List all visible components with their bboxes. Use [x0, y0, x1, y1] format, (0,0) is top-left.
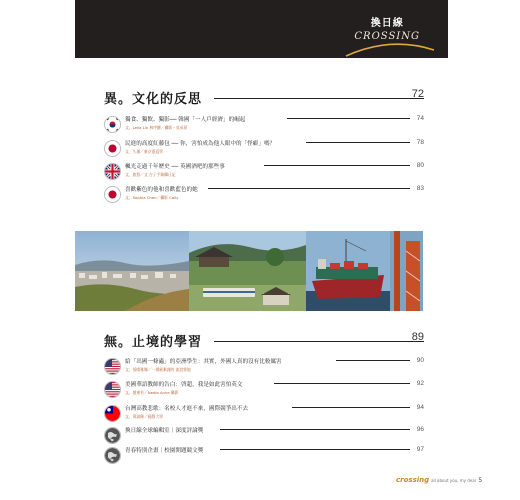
- toc-entry[interactable]: [104, 185, 424, 207]
- footer-page-number: 5: [478, 477, 483, 484]
- entry-title: 換日線全球編輯室｜深度評論獎: [125, 428, 204, 434]
- toc-entry[interactable]: [104, 446, 424, 468]
- entry-leader-rule: [306, 142, 410, 143]
- section-rule: [214, 341, 424, 342]
- usa-flag-icon: [104, 381, 121, 398]
- toc-entry[interactable]: [104, 139, 424, 161]
- toc-entry[interactable]: [104, 380, 424, 402]
- rural-japan-photo: [189, 231, 306, 311]
- japan-flag-icon: [104, 186, 121, 203]
- entry-byline: 文、黃嵩稀／國際大學: [125, 414, 163, 419]
- entry-leader-rule: [292, 407, 410, 408]
- brand-arc-icon: [340, 32, 440, 62]
- entry-title: 民進的高度紅藤包 ── 你，害怕成為他人眼中的「怪癖」嗎？: [125, 141, 276, 147]
- entry-title: 台灣高教悲歌：名校人才進不來，國際競爭出不去: [125, 406, 249, 412]
- entry-page-number: 94: [416, 404, 424, 411]
- entry-page-number: 83: [416, 185, 424, 192]
- entry-page-number: 96: [416, 426, 424, 433]
- entry-title: 獨食、獨飲、獨影── 韓國「一人戶經濟」的崛起: [125, 117, 246, 123]
- section-page-number: 72: [411, 88, 424, 100]
- entry-page-number: 97: [416, 446, 424, 453]
- brand-name-cn: 換日線: [370, 18, 404, 29]
- entry-byline: 文、Sophia Chen／攝影 Cally: [125, 195, 179, 200]
- footer-brand-name: crossing: [396, 476, 430, 484]
- entry-leader-rule: [264, 165, 410, 166]
- brand-name-en: CROSSING: [354, 31, 420, 42]
- usa-flag-icon: [104, 358, 121, 375]
- entry-byline: 文、Leila Lin 林序醒／攝影・吳承原: [125, 125, 188, 130]
- korea-flag-icon: [104, 116, 121, 133]
- japan-flag-icon: [104, 140, 121, 157]
- globe-icon: [104, 447, 121, 464]
- section-page-number: 89: [411, 331, 424, 343]
- section-header-culture: [104, 88, 424, 108]
- entry-page-number: 80: [416, 162, 424, 169]
- entry-leader-rule: [220, 449, 410, 450]
- section-header-learning: [104, 331, 424, 351]
- entry-page-number: 92: [416, 380, 424, 387]
- entry-byline: 文、趙東若／Nedia Anne 攝影: [125, 390, 179, 395]
- entry-leader-rule: [220, 429, 410, 430]
- entry-leader-rule: [274, 383, 410, 384]
- entry-title: 青春特別企畫｜校園開題競文獎: [125, 448, 204, 454]
- toc-entry[interactable]: [104, 162, 424, 184]
- section-title: 異。文化的反思: [104, 92, 203, 107]
- entry-page-number: 90: [416, 357, 424, 364]
- toc-entry[interactable]: [104, 357, 424, 379]
- footer-brand: [396, 476, 482, 484]
- entry-title: 美國華語教師的告白：啓超，我是如此害怕英文: [125, 382, 243, 388]
- entry-leader-rule: [208, 188, 410, 189]
- entry-leader-rule: [287, 118, 410, 119]
- cargo-ship-photo: [306, 231, 390, 311]
- photo-strip: [75, 231, 423, 311]
- taiwan-flag-icon: [104, 405, 121, 422]
- toc-entry[interactable]: [104, 426, 424, 448]
- uk-flag-icon: [104, 163, 121, 180]
- entry-leader-rule: [336, 360, 410, 361]
- entry-title: 喜歡紫色的他和喜歡藍色的她: [125, 187, 198, 193]
- entry-byline: 文、久瑾／東京重返學: [125, 149, 163, 154]
- footer-tagline: all about you, my dear: [431, 478, 477, 483]
- header-banner: [75, 0, 448, 58]
- entry-byline: 文、張晴雅娜／一場廢棄課的 流浪營地: [125, 367, 191, 372]
- section-rule: [214, 98, 424, 99]
- city-landscape-photo: [75, 231, 189, 311]
- entry-page-number: 74: [416, 115, 424, 122]
- globe-icon: [104, 427, 121, 444]
- section-title: 無。止境的學習: [104, 335, 203, 350]
- entry-page-number: 78: [416, 139, 424, 146]
- entry-title: 給「出國一條蟲」的亞洲學生：其實，外國人真的沒有比較厲害: [125, 359, 282, 365]
- toc-entry[interactable]: [104, 115, 424, 137]
- entry-title: 楓光走過千年歷史 ── 英國酒吧的那些事: [125, 164, 225, 170]
- toc-entry[interactable]: [104, 404, 424, 426]
- crane-port-photo: [390, 231, 423, 311]
- entry-byline: 文、旅寫／文 吉子手錶攝日記: [125, 172, 176, 177]
